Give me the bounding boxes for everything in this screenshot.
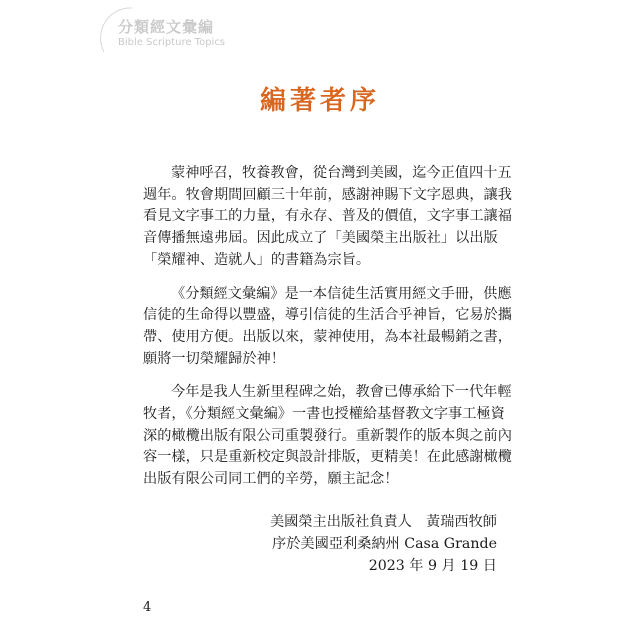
paragraph-line: 看見文字事工的力量，有永存、普及的價值，文字事工讓福: [143, 208, 512, 225]
paragraph-3: [143, 382, 512, 491]
paragraph-1: [143, 163, 512, 272]
signature-place: 序於美國亞利桑納州 Casa Grande: [272, 536, 497, 552]
running-header-title: 分類經文彙編: [118, 18, 215, 36]
signature-author: 美國榮主出版社負責人 黃瑞西牧師: [269, 514, 497, 530]
signature-block: [270, 511, 497, 577]
paragraph-line: 願將一切榮耀歸於神！: [143, 350, 285, 367]
paragraph-line: 信徒的生命得以豐盛，導引信徒的生活合乎神旨，它易於攜: [143, 307, 512, 324]
paragraph-line: 牧者，《分類經文彙編》一書也授權給基督教文字事工極資: [143, 406, 505, 423]
signature-date: 2023 年 9 月 19 日: [368, 558, 497, 574]
paragraph-line: 帶、使用方便。出版以來，蒙神使用，為本社最暢銷之書，: [143, 328, 512, 345]
page-title: 編著者序: [259, 86, 380, 116]
page-number: 4: [143, 600, 152, 615]
paragraph-line: 今年是我人生新里程碑之始，教會已傳承給下一代年輕: [171, 384, 512, 401]
paragraph-line: 蒙神呼召，牧養教會，從台灣到美國，迄今正值四十五: [171, 165, 512, 181]
paragraph-line: 深的橄欖出版有限公司重製發行。重新製作的版本與之前內: [143, 427, 512, 444]
paragraph-line: 音傳播無遠弗屆。因此成立了「美國榮主出版社」以出版: [143, 230, 498, 247]
paragraph-line: 週年。牧會期間回顧三十年前，感謝神賜下文字恩典，讓我: [143, 186, 512, 203]
paragraph-line: 「榮耀神、造就人」的書籍為宗旨。: [143, 251, 371, 268]
paragraph-line: 《分類經文彙編》是一本信徒生活實用經文手冊，供應: [171, 285, 512, 302]
running-header-subtitle: Bible Scripture Topics: [118, 37, 226, 48]
paragraph-line: 出版有限公司同工們的辛勞，願主記念！: [143, 471, 399, 488]
paragraph-2: [143, 284, 512, 371]
preface-body: [143, 163, 512, 503]
paragraph-line: 容一樣，只是重新校定與設計排版，更精美！在此感謝橄欖: [143, 449, 512, 466]
